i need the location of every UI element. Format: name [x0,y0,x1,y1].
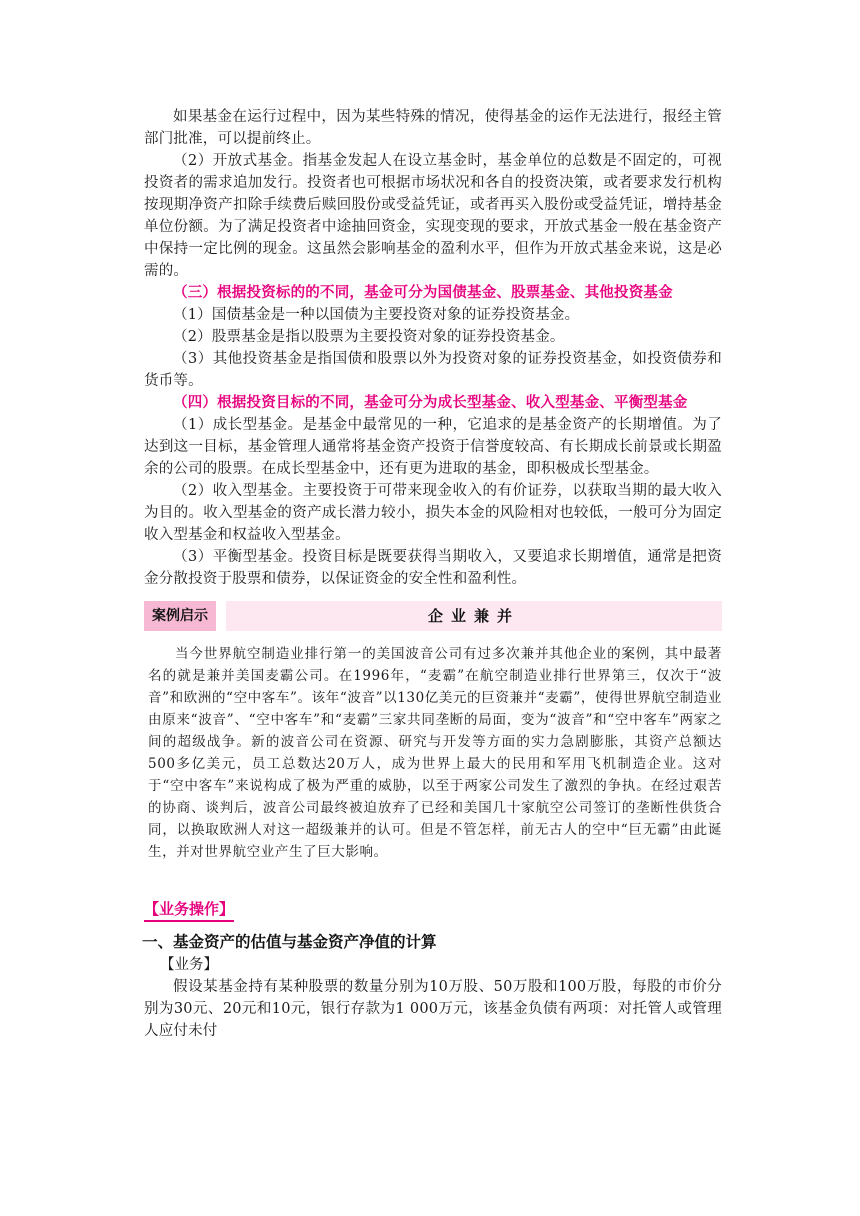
case-body [144,643,722,863]
operations-label: 【业务操作】 [144,899,234,922]
list-item-stock-fund: （2）股票基金是指以股票为主要投资对象的证券投资基金。 [173,329,565,345]
section-heading-investment-goal: （四）根据投资目标的不同，基金可分为成长型基金、收入型基金、平衡型基金 [173,394,688,411]
case-tag: 案例启示 [144,601,216,631]
business-label: 【业务】 [160,957,218,973]
section-heading-investment-target: （三）根据投资标的的不同，基金可分为国债基金、股票基金、其他投资基金 [173,284,673,301]
list-item-balanced-fund: （3）平衡型基金。投资目标是既要获得当期收入，又要追求长期增值，通常是把资金分散投资于股票和债券，以保证资金的安全性和盈利性。 [144,549,722,587]
list-item-income-fund: （2）收入型基金。主要投资于可带来现金收入的有价证券，以获取当期的最大收入为目的。收入型基金的资产成长潜力较小，损失本金的风险相对也较低，一般可分为固定收入型基金和权益收入型基金。 [144,483,722,543]
list-item-other-fund: （3）其他投资基金是指国债和股票以外为投资对象的证券投资基金，如投资债券和货币等。 [144,351,722,389]
operations-section-title: 一、基金资产的估值与基金资产净值的计算 [142,933,437,951]
paragraph-open-end-fund: （2）开放式基金。指基金发起人在设立基金时，基金单位的总数是不固定的，可视投资者的需求追加发行。投资者也可根据市场状况和各自的投资决策，或者要求发行机构按现期净资产扣除手续费后赎回股份或受益凭证，或者再买入股份或受益凭证，增持基金单位份额。为了满足投资者中途抽回资金，实现变现的要求，开放式基金一般在基金资产中保持一定比例的现金。这虽然会影响基金的盈利水平，但作为开放式基金来说，这是必需的。 [144,153,722,279]
paragraph-early-termination: 如果基金在运行过程中，因为某些特殊的情况，使得基金的运作无法进行，报经主管部门批准，可以提前终止。 [144,109,722,147]
list-item-bond-fund: （1）国债基金是一种以国债为主要投资对象的证券投资基金。 [173,307,580,323]
list-item-growth-fund: （1）成长型基金。是基金中最常见的一种，它追求的是基金资产的长期增值。为了达到这一目标，基金管理人通常将基金资产投资于信誉度较高、有长期成长前景或长期盈余的公司的股票。在成长型基金中，还有更为进取的基金，即积极成长型基金。 [144,417,722,477]
case-header [144,601,722,631]
page-content [144,106,722,1042]
business-paragraph: 假设某基金持有某种股票的数量分别为10万股、50万股和100万股，每股的市价分别为30元、20元和10元，银行存款为1 000万元，该基金负债有两项：对托管人或管理人应付未付 [144,979,722,1039]
case-paragraph: 当今世界航空制造业排行第一的美国波音公司有过多次兼并其他企业的案例，其中最著名的就是兼并美国麦霸公司。在1996年，“麦霸”在航空制造业排行世界第三，仅次于“波音”和欧洲的“空中客车”。该年“波音”以130亿美元的巨资兼并“麦霸”，使得世界航空制造业由原来“波音”、“空中客车”和“麦霸”三家共同垄断的局面，变为“波音”和“空中客车”两家之间的超级战争。新的波音公司在资源、研究与开发等方面的实力急剧膨胀，其资产总额达500多亿美元，员工总数达20万人，成为世界上最大的民用和军用飞机制造企业。这对于“空中客车”来说构成了极为严重的威胁，以至于两家公司发生了激烈的争执。在经过艰苦的协商、谈判后，波音公司最终被迫放弃了已经和美国几十家航空公司签订的垄断性供货合同，以换取欧洲人对这一超级兼并的认可。但是不管怎样，前无古人的空中“巨无霸”由此诞生，并对世界航空业产生了巨大影响。 [148,646,722,860]
case-title: 企业兼并 [226,601,722,631]
